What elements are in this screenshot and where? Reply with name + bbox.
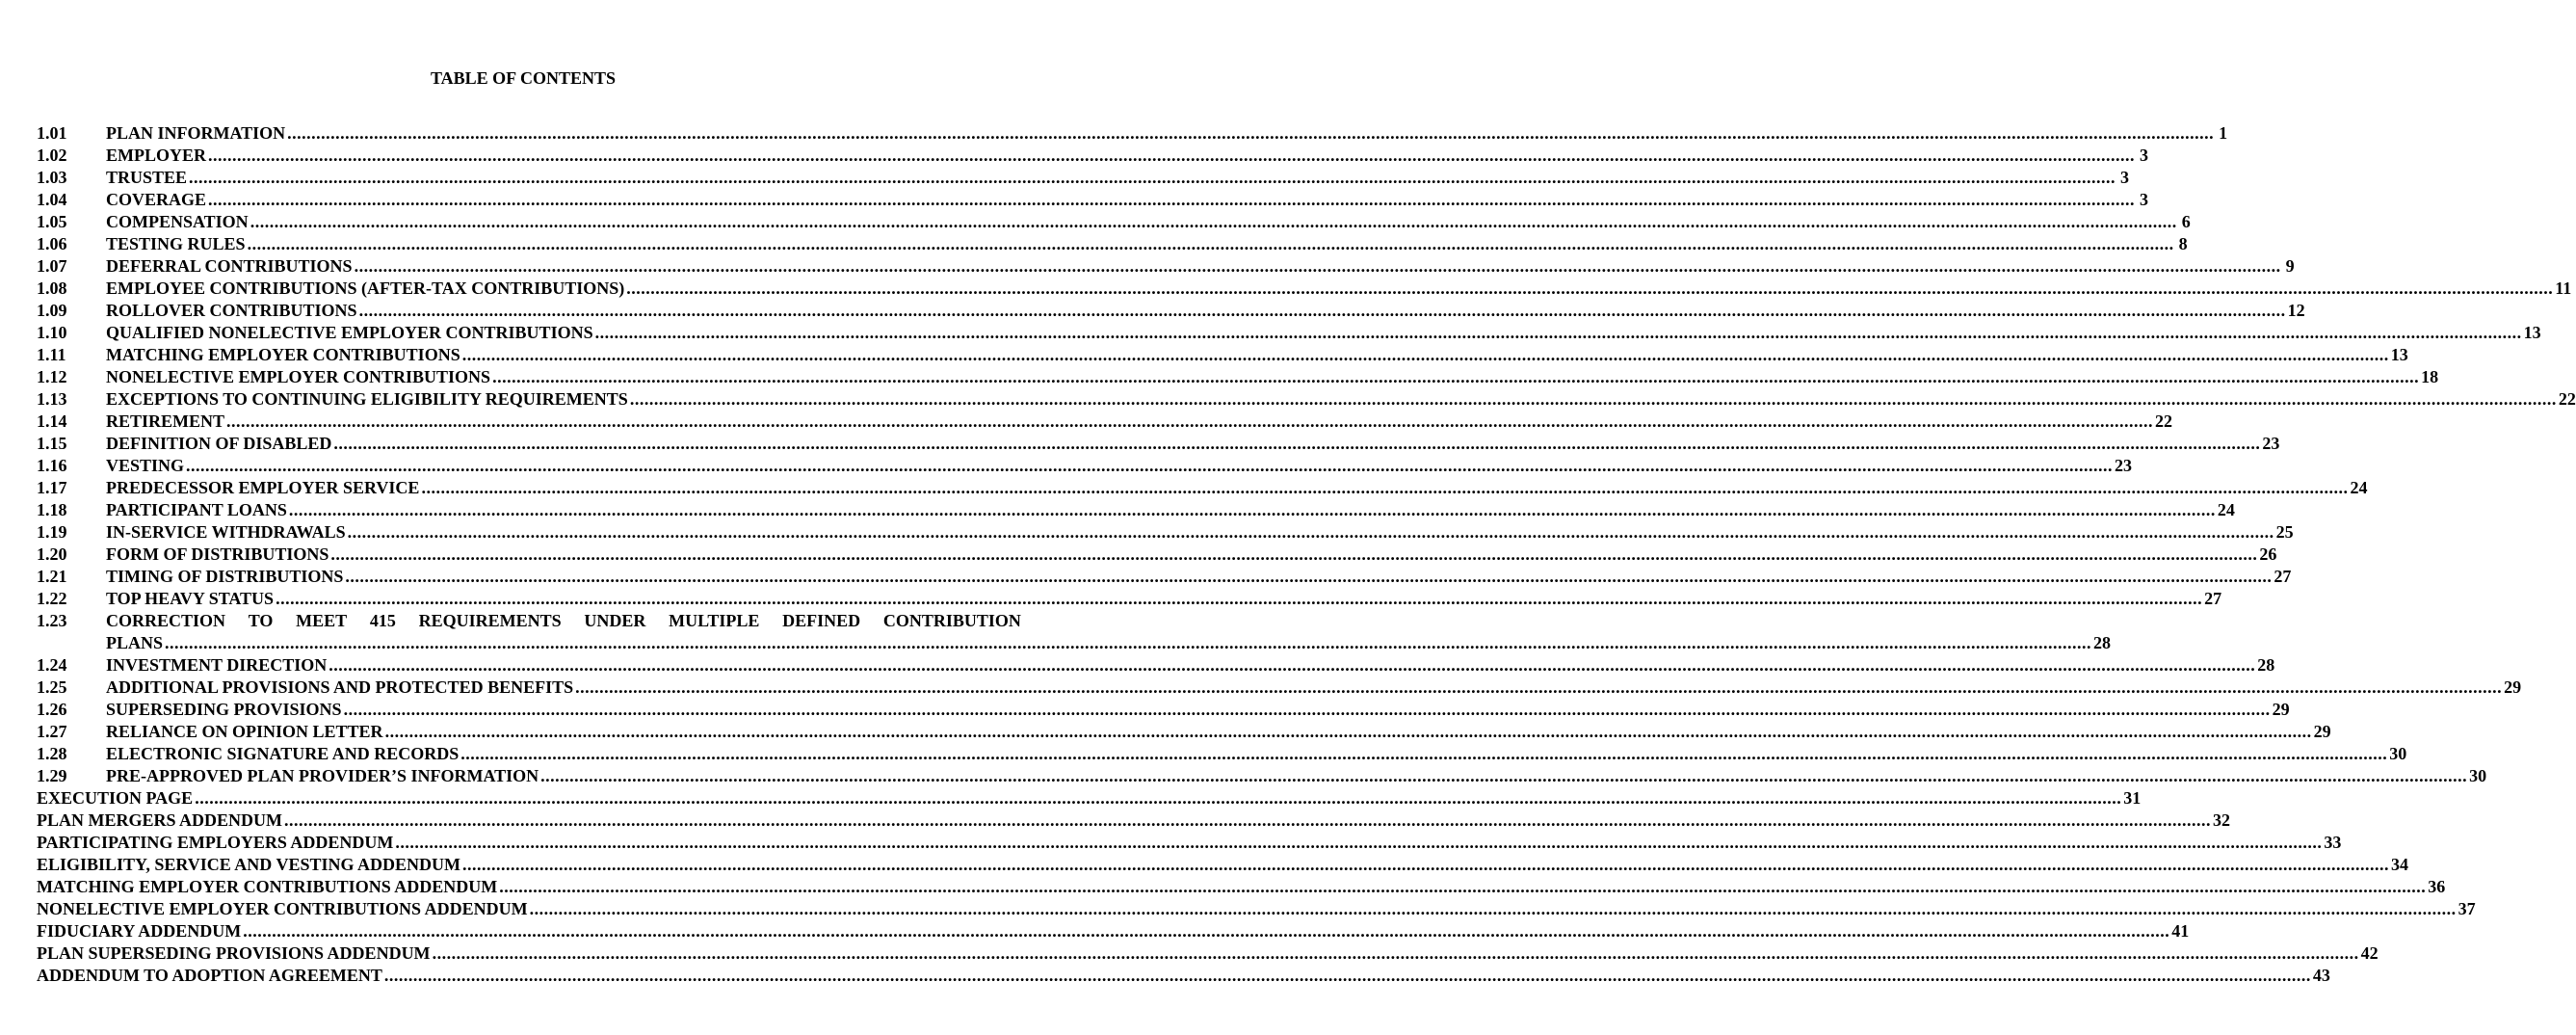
toc-entry-label-word: CORRECTION xyxy=(106,611,226,630)
toc-entry-label: DEFERRAL CONTRIBUTIONS xyxy=(106,256,353,276)
dot-leader: ................................................................................................................................................................................................................................................................................................................................................................................................................ xyxy=(383,966,2311,985)
toc-entry-page: 31 xyxy=(2123,788,2142,808)
toc-entry-label: NONELECTIVE EMPLOYER CONTRIBUTIONS xyxy=(106,367,491,386)
toc-entry-number: 1.07 xyxy=(37,256,67,276)
dot-leader: ................................................................................................................................................................................................................................................................................................................................................................................................................ xyxy=(575,677,2503,697)
toc-entry-number: 1.16 xyxy=(37,456,67,475)
toc-entry[interactable] xyxy=(37,366,2439,388)
toc-entry-label: PLAN INFORMATION xyxy=(106,123,286,143)
dot-leader: ................................................................................................................................................................................................................................................................................................................................................................................................................ xyxy=(460,744,2388,763)
toc-entry[interactable] xyxy=(37,122,2228,145)
toc-entry-page: 1 xyxy=(2219,123,2228,143)
dot-leader: ................................................................................................................................................................................................................................................................................................................................................................................................................ xyxy=(540,766,2468,785)
toc-entry-page: 28 xyxy=(2257,655,2275,675)
dot-leader: ................................................................................................................................................................................................................................................................................................................................................................................................................ xyxy=(243,921,2170,941)
toc-entry-label: COMPENSATION xyxy=(106,212,249,231)
toc-entry-page: 6 xyxy=(2181,212,2191,231)
toc-entry-page: 37 xyxy=(2458,899,2476,918)
toc-entry-number: 1.12 xyxy=(37,367,67,386)
toc-entry-page: 33 xyxy=(2324,833,2342,852)
dot-leader: ................................................................................................................................................................................................................................................................................................................................................................................................................ xyxy=(333,434,2261,453)
toc-entry-page: 3 xyxy=(2140,146,2149,165)
toc-entry-label: EMPLOYER xyxy=(106,146,207,165)
dot-leader: ................................................................................................................................................................................................................................................................................................................................................................................................................ xyxy=(626,279,2554,298)
toc-entry-number: 1.02 xyxy=(37,146,67,165)
toc-addendum-entry[interactable] xyxy=(37,809,2231,832)
toc-addendum-entry[interactable] xyxy=(37,876,2446,898)
toc-entry-page: 29 xyxy=(2272,700,2290,719)
toc-entry-page: 25 xyxy=(2275,522,2294,542)
toc-entry-number: 1.10 xyxy=(37,323,67,342)
toc-entry-number: 1.13 xyxy=(37,389,67,409)
toc-entry-page: 41 xyxy=(2171,921,2190,941)
toc-entry-label: ADDENDUM TO ADOPTION AGREEMENT xyxy=(37,966,382,985)
toc-entry-number: 1.04 xyxy=(37,190,67,209)
toc-entry[interactable] xyxy=(37,499,2235,521)
toc-entry-number: 1.17 xyxy=(37,478,67,497)
toc-entry[interactable] xyxy=(37,411,2173,433)
page-title: TABLE OF CONTENTS xyxy=(430,68,617,88)
toc-entry-label: PREDECESSOR EMPLOYER SERVICE xyxy=(106,478,420,497)
toc-entry-label: RELIANCE ON OPINION LETTER xyxy=(106,722,383,741)
toc-entry-continuation[interactable] xyxy=(37,632,2112,654)
toc-entry-label: TESTING RULES xyxy=(106,234,246,253)
toc-entry[interactable] xyxy=(37,610,1021,632)
toc-entry-number: 1.06 xyxy=(37,234,67,253)
dot-leader: ................................................................................................................................................................................................................................................................................................................................................................................................................ xyxy=(284,810,2212,830)
toc-entry[interactable] xyxy=(37,189,2149,211)
toc-entry-label: PLAN MERGERS ADDENDUM xyxy=(37,810,283,830)
dot-leader: ................................................................................................................................................................................................................................................................................................................................................................................................................ xyxy=(461,345,2389,364)
dot-leader: ................................................................................................................................................................................................................................................................................................................................................................................................................ xyxy=(384,722,2312,741)
toc-entry-label: COVERAGE xyxy=(106,190,207,209)
toc-entry[interactable] xyxy=(37,322,2541,344)
dot-leader: ................................................................................................................................................................................................................................................................................................................................................................................................................ xyxy=(247,234,2174,253)
toc-entry-label: PLAN SUPERSEDING PROVISIONS ADDENDUM xyxy=(37,943,431,963)
toc-entry-label: MATCHING EMPLOYER CONTRIBUTIONS ADDENDUM xyxy=(37,877,498,896)
toc-entry-label: NONELECTIVE EMPLOYER CONTRIBUTIONS ADDENDUM xyxy=(37,899,528,918)
toc-entry-label: RETIREMENT xyxy=(106,411,225,431)
toc-entry-page: 28 xyxy=(2093,633,2112,652)
toc-entry-label: VESTING xyxy=(106,456,185,475)
dot-leader: ................................................................................................................................................................................................................................................................................................................................................................................................................ xyxy=(347,522,2274,542)
toc-entry-label-word: TO xyxy=(248,611,274,630)
dot-leader: ................................................................................................................................................................................................................................................................................................................................................................................................................ xyxy=(208,146,2136,165)
toc-entry[interactable] xyxy=(37,588,2222,610)
toc-entry[interactable] xyxy=(37,765,2487,787)
toc-entry-label: FIDUCIARY ADDENDUM xyxy=(37,921,242,941)
dot-leader: ................................................................................................................................................................................................................................................................................................................................................................................................................ xyxy=(250,212,2177,231)
toc-entry-label: PRE-APPROVED PLAN PROVIDER’S INFORMATION xyxy=(106,766,539,785)
toc-entry-label: PLANS xyxy=(106,633,164,652)
toc-entry-page: 26 xyxy=(2259,544,2277,564)
toc-entry[interactable] xyxy=(37,677,2522,699)
toc-entry-number: 1.09 xyxy=(37,301,67,320)
toc-entry-label: DEFINITION OF DISABLED xyxy=(106,434,332,453)
dot-leader: ................................................................................................................................................................................................................................................................................................................................................................................................................ xyxy=(189,168,2116,187)
toc-entry-number: 1.27 xyxy=(37,722,67,741)
toc-entry[interactable] xyxy=(37,233,2188,255)
toc-entry-page: 29 xyxy=(2504,677,2522,697)
toc-entry[interactable] xyxy=(37,477,2368,499)
dot-leader: ................................................................................................................................................................................................................................................................................................................................................................................................................ xyxy=(432,943,2359,963)
toc-entry-label: EMPLOYEE CONTRIBUTIONS (AFTER-TAX CONTRIBUTIONS) xyxy=(106,279,625,298)
toc-entry[interactable] xyxy=(37,721,2331,743)
toc-entry[interactable] xyxy=(37,544,2277,566)
toc-entry-page: 3 xyxy=(2120,168,2130,187)
toc-entry-label-word: UNDER xyxy=(584,611,646,630)
dot-leader: ................................................................................................................................................................................................................................................................................................................................................................................................................ xyxy=(329,655,2256,675)
toc-entry-label: PARTICIPATING EMPLOYERS ADDENDUM xyxy=(37,833,394,852)
dot-leader: ................................................................................................................................................................................................................................................................................................................................................................................................................ xyxy=(462,855,2389,874)
toc-entry-number: 1.05 xyxy=(37,212,67,231)
toc-entry-page: 36 xyxy=(2428,877,2446,896)
toc-entry-label-word: MULTIPLE xyxy=(669,611,760,630)
dot-leader: ................................................................................................................................................................................................................................................................................................................................................................................................................ xyxy=(395,833,2323,852)
toc-entry-label: QUALIFIED NONELECTIVE EMPLOYER CONTRIBUTIONS xyxy=(106,323,593,342)
toc-entry-number: 1.11 xyxy=(37,345,66,364)
toc-addendum-entry[interactable] xyxy=(37,942,2379,965)
toc-entry-page: 23 xyxy=(2262,434,2280,453)
toc-entry-label: MATCHING EMPLOYER CONTRIBUTIONS xyxy=(106,345,460,364)
dot-leader: ................................................................................................................................................................................................................................................................................................................................................................................................................ xyxy=(358,301,2286,320)
dot-leader: ................................................................................................................................................................................................................................................................................................................................................................................................................ xyxy=(594,323,2522,342)
toc-entry-number: 1.26 xyxy=(37,700,67,719)
toc-entry-number: 1.19 xyxy=(37,522,67,542)
dot-leader: ................................................................................................................................................................................................................................................................................................................................................................................................................ xyxy=(492,367,2420,386)
toc-entry-page: 43 xyxy=(2312,966,2330,985)
toc-entry-page: 30 xyxy=(2469,766,2487,785)
toc-entry-number: 1.15 xyxy=(37,434,67,453)
toc-addendum-entry[interactable] xyxy=(37,965,2330,987)
toc-entry[interactable] xyxy=(37,699,2290,721)
toc-entry-label-word: MEET xyxy=(296,611,348,630)
toc-entry-page: 30 xyxy=(2389,744,2407,763)
toc-entry-label: IN-SERVICE WITHDRAWALS xyxy=(106,522,346,542)
toc-entry-number: 1.20 xyxy=(37,544,67,564)
toc-entry-number: 1.29 xyxy=(37,766,67,785)
toc-entry-number: 1.23 xyxy=(37,611,67,630)
dot-leader: ................................................................................................................................................................................................................................................................................................................................................................................................................ xyxy=(499,877,2427,896)
toc-entry-number: 1.03 xyxy=(37,168,67,187)
toc-entry[interactable] xyxy=(37,388,2576,411)
toc-addendum-entry[interactable] xyxy=(37,787,2142,809)
toc-entry[interactable] xyxy=(37,300,2305,322)
dot-leader: ................................................................................................................................................................................................................................................................................................................................................................................................................ xyxy=(345,567,2273,586)
toc-entry[interactable] xyxy=(37,566,2292,588)
toc-entry[interactable] xyxy=(37,167,2130,189)
toc-entry-page: 24 xyxy=(2217,500,2235,519)
dot-leader: ................................................................................................................................................................................................................................................................................................................................................................................................................ xyxy=(354,256,2281,276)
toc-entry-page: 27 xyxy=(2274,567,2292,586)
toc-entry-label: TOP HEAVY STATUS xyxy=(106,589,275,608)
toc-entry-page: 13 xyxy=(2390,345,2408,364)
toc-entry[interactable] xyxy=(37,278,2572,300)
toc-entry-label: ADDITIONAL PROVISIONS AND PROTECTED BENEFITS xyxy=(106,677,574,697)
toc-entry-label: ELIGIBILITY, SERVICE AND VESTING ADDENDUM xyxy=(37,855,460,874)
toc-entry[interactable] xyxy=(37,743,2407,765)
toc-entry-page: 3 xyxy=(2140,190,2149,209)
toc-entry-label-word: REQUIREMENTS xyxy=(418,611,562,630)
dot-leader: ................................................................................................................................................................................................................................................................................................................................................................................................................ xyxy=(226,411,2154,431)
toc-entry-page: 13 xyxy=(2523,323,2541,342)
dot-leader: ................................................................................................................................................................................................................................................................................................................................................................................................................ xyxy=(186,456,2114,475)
toc-entry-label: TIMING OF DISTRIBUTIONS xyxy=(106,567,344,586)
toc-entry-page: 29 xyxy=(2313,722,2331,741)
toc-entry-label: SUPERSEDING PROVISIONS xyxy=(106,700,342,719)
toc-addendum-entry[interactable] xyxy=(37,832,2342,854)
toc-entry[interactable] xyxy=(37,211,2191,233)
dot-leader: ................................................................................................................................................................................................................................................................................................................................................................................................................ xyxy=(343,700,2271,719)
toc-entry-page: 42 xyxy=(2360,943,2379,963)
toc-entry[interactable] xyxy=(37,455,2133,477)
dot-leader: ................................................................................................................................................................................................................................................................................................................................................................................................................ xyxy=(276,589,2203,608)
toc-entry-label: EXCEPTIONS TO CONTINUING ELIGIBILITY REQUIREMENTS xyxy=(106,389,628,409)
toc-entry-page: 27 xyxy=(2204,589,2222,608)
toc-entry-number: 1.25 xyxy=(37,677,67,697)
dot-leader: ................................................................................................................................................................................................................................................................................................................................................................................................................ xyxy=(288,500,2216,519)
toc-entry-number: 1.01 xyxy=(37,123,67,143)
toc-entry-number: 1.21 xyxy=(37,567,67,586)
toc-entry-label: INVESTMENT DIRECTION xyxy=(106,655,328,675)
toc-entry-page: 24 xyxy=(2350,478,2368,497)
toc-entry[interactable] xyxy=(37,344,2408,366)
toc-entry-page: 22 xyxy=(2558,389,2576,409)
dot-leader: ................................................................................................................................................................................................................................................................................................................................................................................................................ xyxy=(287,123,2215,143)
toc-entry-page: 8 xyxy=(2178,234,2188,253)
toc-entry-page: 18 xyxy=(2421,367,2439,386)
toc-entry-number: 1.22 xyxy=(37,589,67,608)
toc-addendum-entry[interactable] xyxy=(37,898,2476,920)
toc-entry[interactable] xyxy=(37,521,2294,544)
toc-entry-label-word: DEFINED xyxy=(782,611,861,630)
toc-entry-number: 1.28 xyxy=(37,744,67,763)
toc-entry-page: 22 xyxy=(2155,411,2173,431)
toc-entry-label-word: CONTRIBUTION xyxy=(882,611,1021,630)
toc-entry-number: 1.08 xyxy=(37,279,67,298)
table-of-contents xyxy=(37,122,2576,987)
dot-leader: ................................................................................................................................................................................................................................................................................................................................................................................................................ xyxy=(421,478,2349,497)
toc-entry-label: TRUSTEE xyxy=(106,168,188,187)
toc-entry-page: 9 xyxy=(2285,256,2295,276)
toc-entry[interactable] xyxy=(37,255,2295,278)
toc-entry[interactable] xyxy=(37,654,2275,677)
dot-leader: ................................................................................................................................................................................................................................................................................................................................................................................................................ xyxy=(208,190,2136,209)
toc-entry-number: 1.24 xyxy=(37,655,67,675)
toc-entry-label: FORM OF DISTRIBUTIONS xyxy=(106,544,329,564)
toc-addendum-entry[interactable] xyxy=(37,854,2408,876)
toc-entry-page: 12 xyxy=(2287,301,2305,320)
dot-leader: ................................................................................................................................................................................................................................................................................................................................................................................................................ xyxy=(529,899,2457,918)
toc-entry-page: 32 xyxy=(2213,810,2231,830)
toc-entry-label-word: 415 xyxy=(369,611,396,630)
toc-entry-page: 34 xyxy=(2391,855,2408,874)
dot-leader: ................................................................................................................................................................................................................................................................................................................................................................................................................ xyxy=(629,389,2557,409)
dot-leader: ................................................................................................................................................................................................................................................................................................................................................................................................................ xyxy=(330,544,2258,564)
toc-entry-number: 1.18 xyxy=(37,500,67,519)
toc-entry-label: PARTICIPANT LOANS xyxy=(106,500,287,519)
toc-entry-label: EXECUTION PAGE xyxy=(37,788,194,808)
toc-entry-page: 23 xyxy=(2115,456,2133,475)
dot-leader: ................................................................................................................................................................................................................................................................................................................................................................................................................ xyxy=(165,633,2092,652)
toc-entry[interactable] xyxy=(37,145,2149,167)
toc-entry-number: 1.14 xyxy=(37,411,67,431)
toc-addendum-entry[interactable] xyxy=(37,920,2190,942)
toc-entry-label xyxy=(106,610,1021,632)
toc-entry-label: ROLLOVER CONTRIBUTIONS xyxy=(106,301,357,320)
toc-entry-label: ELECTRONIC SIGNATURE AND RECORDS xyxy=(106,744,460,763)
dot-leader: ................................................................................................................................................................................................................................................................................................................................................................................................................ xyxy=(195,788,2122,808)
toc-entry[interactable] xyxy=(37,433,2280,455)
toc-entry-page: 11 xyxy=(2555,279,2572,298)
